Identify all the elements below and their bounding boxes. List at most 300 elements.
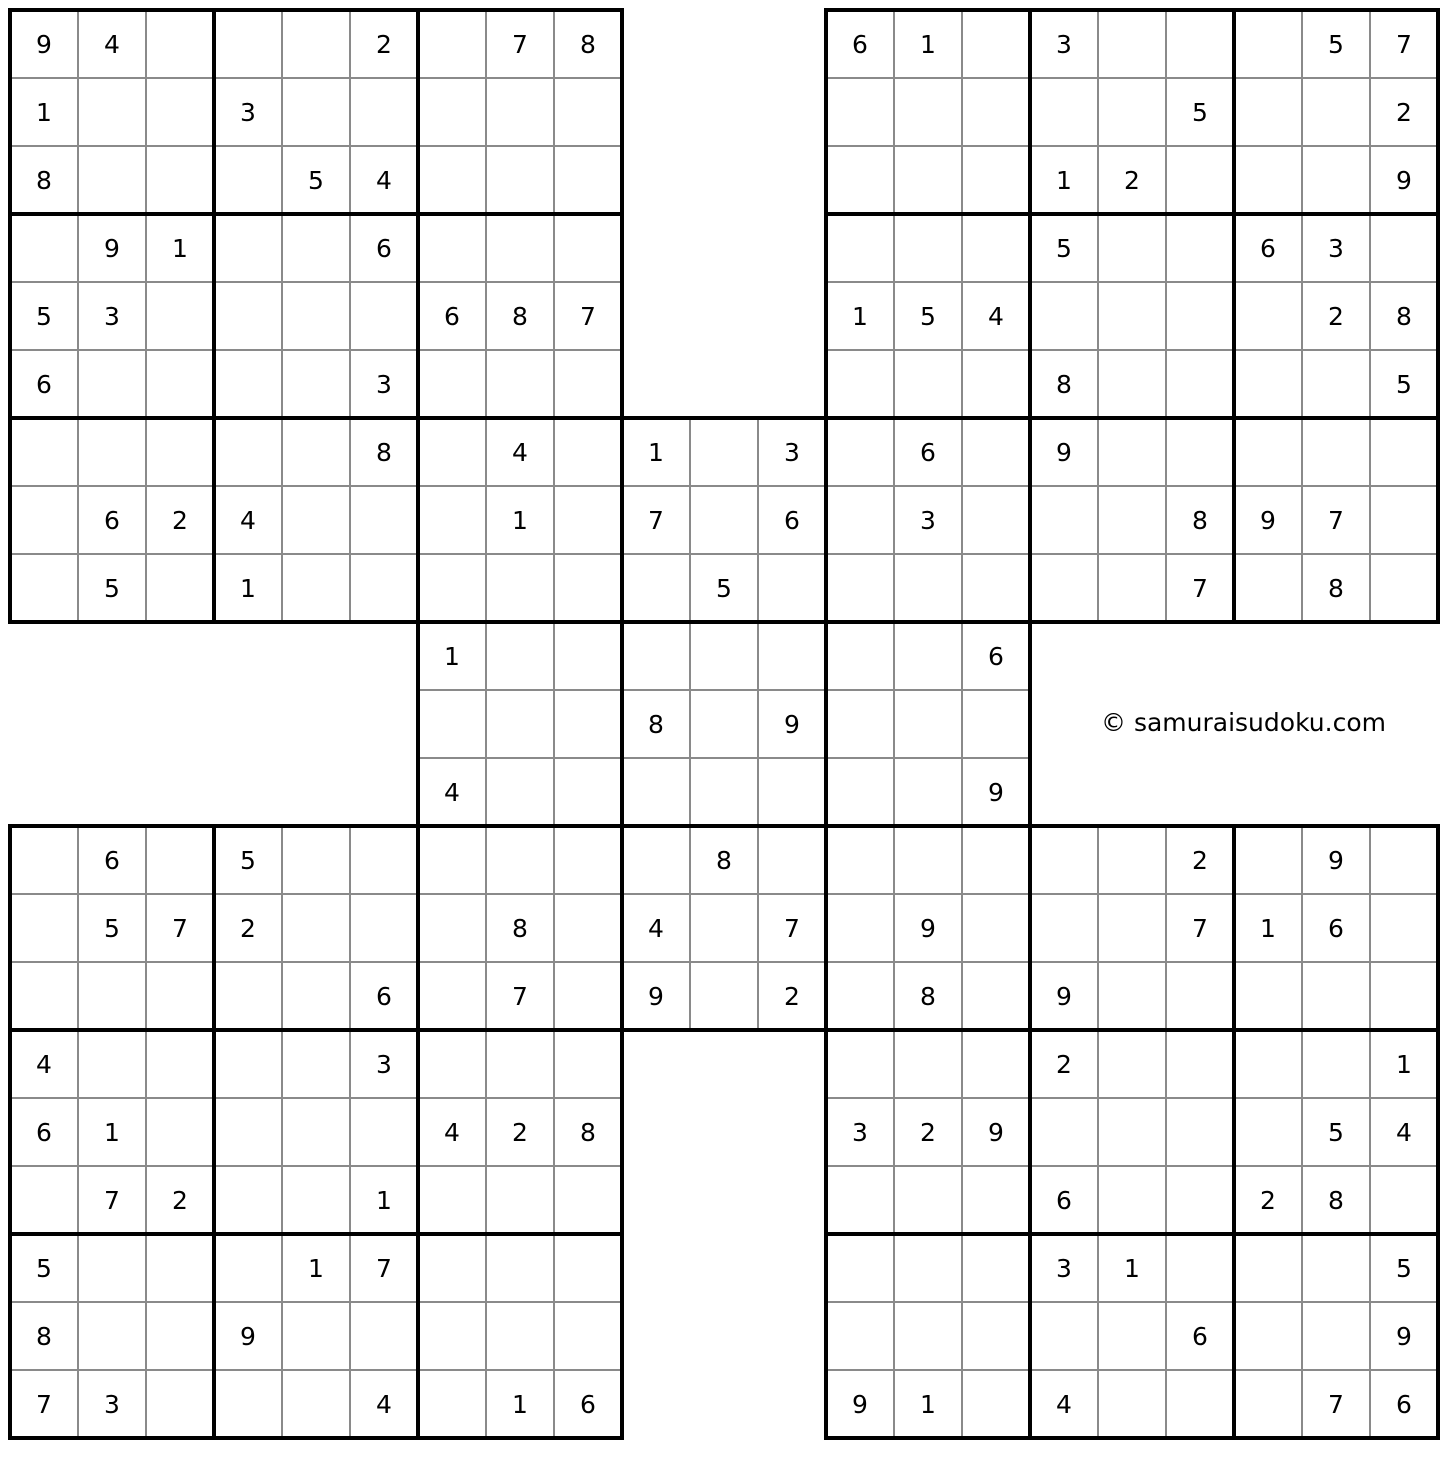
- cell-r20-c4[interactable]: 9: [240, 1321, 256, 1351]
- cell-r19-c5[interactable]: 1: [308, 1253, 324, 1283]
- cell-r14-c8[interactable]: 8: [512, 913, 528, 943]
- cell-r21-c21[interactable]: 6: [1396, 1389, 1412, 1419]
- cell-r10-c14[interactable]: [894, 622, 962, 690]
- cell-r1-c2[interactable]: 4: [104, 29, 120, 59]
- cell-r8-c4[interactable]: 4: [240, 505, 256, 535]
- cell-r12-c10[interactable]: [622, 758, 690, 826]
- cell-r12-c15[interactable]: 9: [988, 777, 1004, 807]
- cell-r15-c3[interactable]: [146, 962, 214, 1030]
- cell-r13-c18[interactable]: 2: [1192, 845, 1208, 875]
- cell-r15-c7[interactable]: [418, 962, 486, 1030]
- cell-r20-c13[interactable]: [826, 1302, 894, 1370]
- cell-r7-c10[interactable]: 1: [648, 437, 664, 467]
- cell-r7-c17[interactable]: [1098, 418, 1166, 486]
- cell-r6-c9[interactable]: [554, 350, 622, 418]
- cell-r4-c6[interactable]: 6: [376, 233, 392, 263]
- cell-r20-c18[interactable]: 6: [1192, 1321, 1208, 1351]
- cell-r12-c9[interactable]: [554, 758, 622, 826]
- cell-r20-c21[interactable]: 9: [1396, 1321, 1412, 1351]
- cell-r6-c4[interactable]: [214, 350, 282, 418]
- cell-r4-c7[interactable]: [418, 214, 486, 282]
- cell-r14-c19[interactable]: 1: [1260, 913, 1276, 943]
- cell-r19-c7[interactable]: [418, 1234, 486, 1302]
- cell-r20-c17[interactable]: [1098, 1302, 1166, 1370]
- cell-r5-c18[interactable]: [1166, 282, 1234, 350]
- cell-r8-c7[interactable]: [418, 486, 486, 554]
- cell-r12-c13[interactable]: [826, 758, 894, 826]
- cell-r19-c14[interactable]: [894, 1234, 962, 1302]
- cell-r8-c10[interactable]: 7: [648, 505, 664, 535]
- cell-r15-c20[interactable]: [1302, 962, 1370, 1030]
- cell-r3-c5[interactable]: 5: [308, 165, 324, 195]
- cell-r3-c8[interactable]: [486, 146, 554, 214]
- cell-r20-c6[interactable]: [350, 1302, 418, 1370]
- cell-r3-c20[interactable]: [1302, 146, 1370, 214]
- cell-r4-c18[interactable]: [1166, 214, 1234, 282]
- cell-r15-c15[interactable]: [962, 962, 1030, 1030]
- cell-r1-c3[interactable]: [146, 10, 214, 78]
- cell-r5-c2[interactable]: 3: [104, 301, 120, 331]
- cell-r2-c20[interactable]: [1302, 78, 1370, 146]
- cell-r9-c10[interactable]: [622, 554, 690, 622]
- cell-r14-c15[interactable]: [962, 894, 1030, 962]
- cell-r8-c21[interactable]: [1370, 486, 1438, 554]
- cell-r18-c5[interactable]: [282, 1166, 350, 1234]
- cell-r11-c7[interactable]: [418, 690, 486, 758]
- cell-r16-c4[interactable]: [214, 1030, 282, 1098]
- cell-r20-c16[interactable]: [1030, 1302, 1098, 1370]
- cell-r3-c19[interactable]: [1234, 146, 1302, 214]
- cell-r14-c14[interactable]: 9: [920, 913, 936, 943]
- cell-r14-c16[interactable]: [1030, 894, 1098, 962]
- cell-r15-c14[interactable]: 8: [920, 981, 936, 1011]
- cell-r1-c8[interactable]: 7: [512, 29, 528, 59]
- cell-r6-c16[interactable]: 8: [1056, 369, 1072, 399]
- cell-r1-c9[interactable]: 8: [580, 29, 596, 59]
- cell-r4-c19[interactable]: 6: [1260, 233, 1276, 263]
- cell-r9-c4[interactable]: 1: [240, 573, 256, 603]
- cell-r13-c1[interactable]: [10, 826, 78, 894]
- cell-r7-c13[interactable]: [826, 418, 894, 486]
- cell-r3-c1[interactable]: 8: [36, 165, 52, 195]
- cell-r14-c12[interactable]: 7: [784, 913, 800, 943]
- cell-r14-c5[interactable]: [282, 894, 350, 962]
- cell-r7-c1[interactable]: [10, 418, 78, 486]
- cell-r21-c4[interactable]: [214, 1370, 282, 1438]
- cell-r17-c6[interactable]: [350, 1098, 418, 1166]
- cell-r9-c18[interactable]: 7: [1192, 573, 1208, 603]
- cell-r16-c2[interactable]: [78, 1030, 146, 1098]
- cell-r21-c20[interactable]: 7: [1328, 1389, 1344, 1419]
- cell-r8-c3[interactable]: 2: [172, 505, 188, 535]
- cell-r15-c1[interactable]: [10, 962, 78, 1030]
- cell-r6-c17[interactable]: [1098, 350, 1166, 418]
- cell-r10-c7[interactable]: 1: [444, 641, 460, 671]
- cell-r17-c5[interactable]: [282, 1098, 350, 1166]
- cell-r2-c16[interactable]: [1030, 78, 1098, 146]
- cell-r1-c21[interactable]: 7: [1396, 29, 1412, 59]
- cell-r9-c3[interactable]: [146, 554, 214, 622]
- cell-r2-c21[interactable]: 2: [1396, 97, 1412, 127]
- cell-r5-c1[interactable]: 5: [36, 301, 52, 331]
- cell-r13-c9[interactable]: [554, 826, 622, 894]
- cell-r13-c19[interactable]: [1234, 826, 1302, 894]
- cell-r16-c5[interactable]: [282, 1030, 350, 1098]
- cell-r5-c9[interactable]: 7: [580, 301, 596, 331]
- cell-r13-c4[interactable]: 5: [240, 845, 256, 875]
- cell-r7-c7[interactable]: [418, 418, 486, 486]
- cell-r8-c6[interactable]: [350, 486, 418, 554]
- cell-r9-c12[interactable]: [758, 554, 826, 622]
- cell-r8-c8[interactable]: 1: [512, 505, 528, 535]
- cell-r17-c18[interactable]: [1166, 1098, 1234, 1166]
- cell-r19-c15[interactable]: [962, 1234, 1030, 1302]
- cell-r10-c9[interactable]: [554, 622, 622, 690]
- cell-r4-c9[interactable]: [554, 214, 622, 282]
- cell-r7-c14[interactable]: 6: [920, 437, 936, 467]
- cell-r4-c5[interactable]: [282, 214, 350, 282]
- cell-r14-c7[interactable]: [418, 894, 486, 962]
- cell-r4-c1[interactable]: [10, 214, 78, 282]
- cell-r3-c3[interactable]: [146, 146, 214, 214]
- cell-r1-c5[interactable]: [282, 10, 350, 78]
- cell-r14-c10[interactable]: 4: [648, 913, 664, 943]
- cell-r17-c4[interactable]: [214, 1098, 282, 1166]
- cell-r13-c10[interactable]: [622, 826, 690, 894]
- cell-r14-c13[interactable]: [826, 894, 894, 962]
- cell-r1-c18[interactable]: [1166, 10, 1234, 78]
- cell-r1-c1[interactable]: 9: [36, 29, 52, 59]
- cell-r18-c19[interactable]: 2: [1260, 1185, 1276, 1215]
- cell-r3-c2[interactable]: [78, 146, 146, 214]
- cell-r6-c18[interactable]: [1166, 350, 1234, 418]
- cell-r17-c13[interactable]: 3: [852, 1117, 868, 1147]
- cell-r7-c4[interactable]: [214, 418, 282, 486]
- cell-r15-c5[interactable]: [282, 962, 350, 1030]
- cell-r9-c16[interactable]: [1030, 554, 1098, 622]
- cell-r9-c2[interactable]: 5: [104, 573, 120, 603]
- cell-r4-c21[interactable]: [1370, 214, 1438, 282]
- cell-r16-c14[interactable]: [894, 1030, 962, 1098]
- cell-r16-c20[interactable]: [1302, 1030, 1370, 1098]
- cell-r15-c6[interactable]: 6: [376, 981, 392, 1011]
- cell-r17-c15[interactable]: 9: [988, 1117, 1004, 1147]
- cell-r16-c16[interactable]: 2: [1056, 1049, 1072, 1079]
- cell-r3-c4[interactable]: [214, 146, 282, 214]
- cell-r2-c8[interactable]: [486, 78, 554, 146]
- cell-r10-c10[interactable]: [622, 622, 690, 690]
- cell-r8-c12[interactable]: 6: [784, 505, 800, 535]
- cell-r4-c14[interactable]: [894, 214, 962, 282]
- cell-r20-c2[interactable]: [78, 1302, 146, 1370]
- cell-r15-c2[interactable]: [78, 962, 146, 1030]
- cell-r15-c10[interactable]: 9: [648, 981, 664, 1011]
- cell-r14-c11[interactable]: [690, 894, 758, 962]
- cell-r12-c7[interactable]: 4: [444, 777, 460, 807]
- cell-r2-c13[interactable]: [826, 78, 894, 146]
- cell-r1-c14[interactable]: 1: [920, 29, 936, 59]
- cell-r3-c6[interactable]: 4: [376, 165, 392, 195]
- cell-r3-c21[interactable]: 9: [1396, 165, 1412, 195]
- cell-r11-c8[interactable]: [486, 690, 554, 758]
- cell-r20-c19[interactable]: [1234, 1302, 1302, 1370]
- cell-r2-c18[interactable]: 5: [1192, 97, 1208, 127]
- cell-r13-c3[interactable]: [146, 826, 214, 894]
- cell-r21-c6[interactable]: 4: [376, 1389, 392, 1419]
- cell-r18-c8[interactable]: [486, 1166, 554, 1234]
- cell-r15-c16[interactable]: 9: [1056, 981, 1072, 1011]
- cell-r15-c13[interactable]: [826, 962, 894, 1030]
- cell-r10-c8[interactable]: [486, 622, 554, 690]
- cell-r8-c17[interactable]: [1098, 486, 1166, 554]
- cell-r14-c9[interactable]: [554, 894, 622, 962]
- cell-r1-c6[interactable]: 2: [376, 29, 392, 59]
- cell-r18-c20[interactable]: 8: [1328, 1185, 1344, 1215]
- cell-r8-c9[interactable]: [554, 486, 622, 554]
- cell-r7-c12[interactable]: 3: [784, 437, 800, 467]
- cell-r5-c8[interactable]: 8: [512, 301, 528, 331]
- cell-r3-c9[interactable]: [554, 146, 622, 214]
- cell-r21-c1[interactable]: 7: [36, 1389, 52, 1419]
- cell-r7-c16[interactable]: 9: [1056, 437, 1072, 467]
- cell-r5-c4[interactable]: [214, 282, 282, 350]
- cell-r2-c5[interactable]: [282, 78, 350, 146]
- cell-r12-c8[interactable]: [486, 758, 554, 826]
- cell-r6-c19[interactable]: [1234, 350, 1302, 418]
- cell-r3-c7[interactable]: [418, 146, 486, 214]
- cell-r9-c13[interactable]: [826, 554, 894, 622]
- cell-r18-c16[interactable]: 6: [1056, 1185, 1072, 1215]
- cell-r2-c4[interactable]: 3: [240, 97, 256, 127]
- cell-r5-c3[interactable]: [146, 282, 214, 350]
- cell-r18-c13[interactable]: [826, 1166, 894, 1234]
- cell-r6-c7[interactable]: [418, 350, 486, 418]
- cell-r14-c21[interactable]: [1370, 894, 1438, 962]
- cell-r4-c16[interactable]: 5: [1056, 233, 1072, 263]
- cell-r19-c2[interactable]: [78, 1234, 146, 1302]
- cell-r8-c5[interactable]: [282, 486, 350, 554]
- cell-r1-c4[interactable]: [214, 10, 282, 78]
- cell-r13-c8[interactable]: [486, 826, 554, 894]
- cell-r7-c5[interactable]: [282, 418, 350, 486]
- cell-r13-c13[interactable]: [826, 826, 894, 894]
- cell-r9-c8[interactable]: [486, 554, 554, 622]
- cell-r16-c1[interactable]: 4: [36, 1049, 52, 1079]
- cell-r3-c13[interactable]: [826, 146, 894, 214]
- cell-r5-c15[interactable]: 4: [988, 301, 1004, 331]
- cell-r2-c6[interactable]: [350, 78, 418, 146]
- cell-r6-c13[interactable]: [826, 350, 894, 418]
- cell-r13-c20[interactable]: 9: [1328, 845, 1344, 875]
- cell-r9-c20[interactable]: 8: [1328, 573, 1344, 603]
- cell-r21-c19[interactable]: [1234, 1370, 1302, 1438]
- cell-r18-c21[interactable]: [1370, 1166, 1438, 1234]
- cell-r10-c13[interactable]: [826, 622, 894, 690]
- cell-r21-c16[interactable]: 4: [1056, 1389, 1072, 1419]
- cell-r3-c15[interactable]: [962, 146, 1030, 214]
- cell-r20-c1[interactable]: 8: [36, 1321, 52, 1351]
- cell-r6-c2[interactable]: [78, 350, 146, 418]
- cell-r20-c15[interactable]: [962, 1302, 1030, 1370]
- cell-r17-c2[interactable]: 1: [104, 1117, 120, 1147]
- cell-r20-c20[interactable]: [1302, 1302, 1370, 1370]
- cell-r1-c7[interactable]: [418, 10, 486, 78]
- cell-r16-c17[interactable]: [1098, 1030, 1166, 1098]
- cell-r19-c18[interactable]: [1166, 1234, 1234, 1302]
- cell-r5-c16[interactable]: [1030, 282, 1098, 350]
- cell-r14-c18[interactable]: 7: [1192, 913, 1208, 943]
- cell-r21-c2[interactable]: 3: [104, 1389, 120, 1419]
- cell-r5-c14[interactable]: 5: [920, 301, 936, 331]
- cell-r8-c15[interactable]: [962, 486, 1030, 554]
- cell-r11-c13[interactable]: [826, 690, 894, 758]
- cell-r11-c9[interactable]: [554, 690, 622, 758]
- cell-r19-c1[interactable]: 5: [36, 1253, 52, 1283]
- cell-r7-c9[interactable]: [554, 418, 622, 486]
- cell-r8-c14[interactable]: 3: [920, 505, 936, 535]
- cell-r2-c19[interactable]: [1234, 78, 1302, 146]
- cell-r4-c2[interactable]: 9: [104, 233, 120, 263]
- cell-r16-c3[interactable]: [146, 1030, 214, 1098]
- cell-r8-c19[interactable]: 9: [1260, 505, 1276, 535]
- cell-r15-c19[interactable]: [1234, 962, 1302, 1030]
- cell-r14-c3[interactable]: 7: [172, 913, 188, 943]
- cell-r9-c15[interactable]: [962, 554, 1030, 622]
- cell-r4-c13[interactable]: [826, 214, 894, 282]
- cell-r15-c21[interactable]: [1370, 962, 1438, 1030]
- cell-r19-c16[interactable]: 3: [1056, 1253, 1072, 1283]
- cell-r21-c5[interactable]: [282, 1370, 350, 1438]
- cell-r13-c12[interactable]: [758, 826, 826, 894]
- cell-r13-c11[interactable]: 8: [716, 845, 732, 875]
- cell-r6-c5[interactable]: [282, 350, 350, 418]
- cell-r5-c21[interactable]: 8: [1396, 301, 1412, 331]
- cell-r7-c20[interactable]: [1302, 418, 1370, 486]
- cell-r10-c11[interactable]: [690, 622, 758, 690]
- cell-r16-c7[interactable]: [418, 1030, 486, 1098]
- cell-r20-c14[interactable]: [894, 1302, 962, 1370]
- cell-r16-c18[interactable]: [1166, 1030, 1234, 1098]
- cell-r7-c6[interactable]: 8: [376, 437, 392, 467]
- cell-r8-c11[interactable]: [690, 486, 758, 554]
- cell-r11-c12[interactable]: 9: [784, 709, 800, 739]
- cell-r9-c21[interactable]: [1370, 554, 1438, 622]
- cell-r21-c15[interactable]: [962, 1370, 1030, 1438]
- cell-r15-c17[interactable]: [1098, 962, 1166, 1030]
- cell-r6-c1[interactable]: 6: [36, 369, 52, 399]
- cell-r4-c15[interactable]: [962, 214, 1030, 282]
- cell-r8-c18[interactable]: 8: [1192, 505, 1208, 535]
- cell-r20-c9[interactable]: [554, 1302, 622, 1370]
- cell-r5-c7[interactable]: 6: [444, 301, 460, 331]
- cell-r5-c17[interactable]: [1098, 282, 1166, 350]
- cell-r21-c14[interactable]: 1: [920, 1389, 936, 1419]
- cell-r16-c21[interactable]: 1: [1396, 1049, 1412, 1079]
- cell-r20-c5[interactable]: [282, 1302, 350, 1370]
- cell-r9-c6[interactable]: [350, 554, 418, 622]
- cell-r17-c9[interactable]: 8: [580, 1117, 596, 1147]
- cell-r4-c20[interactable]: 3: [1328, 233, 1344, 263]
- cell-r1-c17[interactable]: [1098, 10, 1166, 78]
- cell-r18-c7[interactable]: [418, 1166, 486, 1234]
- cell-r13-c14[interactable]: [894, 826, 962, 894]
- cell-r16-c15[interactable]: [962, 1030, 1030, 1098]
- cell-r6-c20[interactable]: [1302, 350, 1370, 418]
- cell-r19-c9[interactable]: [554, 1234, 622, 1302]
- cell-r16-c19[interactable]: [1234, 1030, 1302, 1098]
- cell-r7-c18[interactable]: [1166, 418, 1234, 486]
- cell-r9-c17[interactable]: [1098, 554, 1166, 622]
- cell-r19-c19[interactable]: [1234, 1234, 1302, 1302]
- cell-r17-c21[interactable]: 4: [1396, 1117, 1412, 1147]
- cell-r2-c2[interactable]: [78, 78, 146, 146]
- cell-r11-c14[interactable]: [894, 690, 962, 758]
- cell-r8-c2[interactable]: 6: [104, 505, 120, 535]
- cell-r15-c12[interactable]: 2: [784, 981, 800, 1011]
- cell-r17-c7[interactable]: 4: [444, 1117, 460, 1147]
- cell-r21-c13[interactable]: 9: [852, 1389, 868, 1419]
- cell-r13-c17[interactable]: [1098, 826, 1166, 894]
- cell-r15-c11[interactable]: [690, 962, 758, 1030]
- cell-r20-c8[interactable]: [486, 1302, 554, 1370]
- cell-r11-c11[interactable]: [690, 690, 758, 758]
- cell-r5-c13[interactable]: 1: [852, 301, 868, 331]
- cell-r7-c19[interactable]: [1234, 418, 1302, 486]
- cell-r16-c13[interactable]: [826, 1030, 894, 1098]
- cell-r14-c17[interactable]: [1098, 894, 1166, 962]
- cell-r15-c9[interactable]: [554, 962, 622, 1030]
- cell-r15-c8[interactable]: 7: [512, 981, 528, 1011]
- cell-r17-c20[interactable]: 5: [1328, 1117, 1344, 1147]
- cell-r21-c3[interactable]: [146, 1370, 214, 1438]
- cell-r15-c4[interactable]: [214, 962, 282, 1030]
- cell-r1-c15[interactable]: [962, 10, 1030, 78]
- cell-r16-c6[interactable]: 3: [376, 1049, 392, 1079]
- cell-r5-c20[interactable]: 2: [1328, 301, 1344, 331]
- cell-r14-c6[interactable]: [350, 894, 418, 962]
- cell-r4-c3[interactable]: 1: [172, 233, 188, 263]
- cell-r17-c14[interactable]: 2: [920, 1117, 936, 1147]
- cell-r19-c6[interactable]: 7: [376, 1253, 392, 1283]
- cell-r19-c4[interactable]: [214, 1234, 282, 1302]
- cell-r21-c17[interactable]: [1098, 1370, 1166, 1438]
- cell-r13-c5[interactable]: [282, 826, 350, 894]
- cell-r2-c7[interactable]: [418, 78, 486, 146]
- cell-r6-c6[interactable]: 3: [376, 369, 392, 399]
- cell-r19-c8[interactable]: [486, 1234, 554, 1302]
- cell-r2-c9[interactable]: [554, 78, 622, 146]
- cell-r2-c3[interactable]: [146, 78, 214, 146]
- cell-r6-c8[interactable]: [486, 350, 554, 418]
- cell-r11-c10[interactable]: 8: [648, 709, 664, 739]
- cell-r13-c7[interactable]: [418, 826, 486, 894]
- cell-r9-c1[interactable]: [10, 554, 78, 622]
- cell-r14-c4[interactable]: 2: [240, 913, 256, 943]
- cell-r1-c20[interactable]: 5: [1328, 29, 1344, 59]
- cell-r6-c21[interactable]: 5: [1396, 369, 1412, 399]
- cell-r2-c1[interactable]: 1: [36, 97, 52, 127]
- cell-r21-c18[interactable]: [1166, 1370, 1234, 1438]
- cell-r18-c9[interactable]: [554, 1166, 622, 1234]
- cell-r18-c17[interactable]: [1098, 1166, 1166, 1234]
- cell-r17-c19[interactable]: [1234, 1098, 1302, 1166]
- cell-r12-c12[interactable]: [758, 758, 826, 826]
- cell-r7-c2[interactable]: [78, 418, 146, 486]
- cell-r18-c2[interactable]: 7: [104, 1185, 120, 1215]
- cell-r20-c3[interactable]: [146, 1302, 214, 1370]
- cell-r18-c15[interactable]: [962, 1166, 1030, 1234]
- cell-r17-c17[interactable]: [1098, 1098, 1166, 1166]
